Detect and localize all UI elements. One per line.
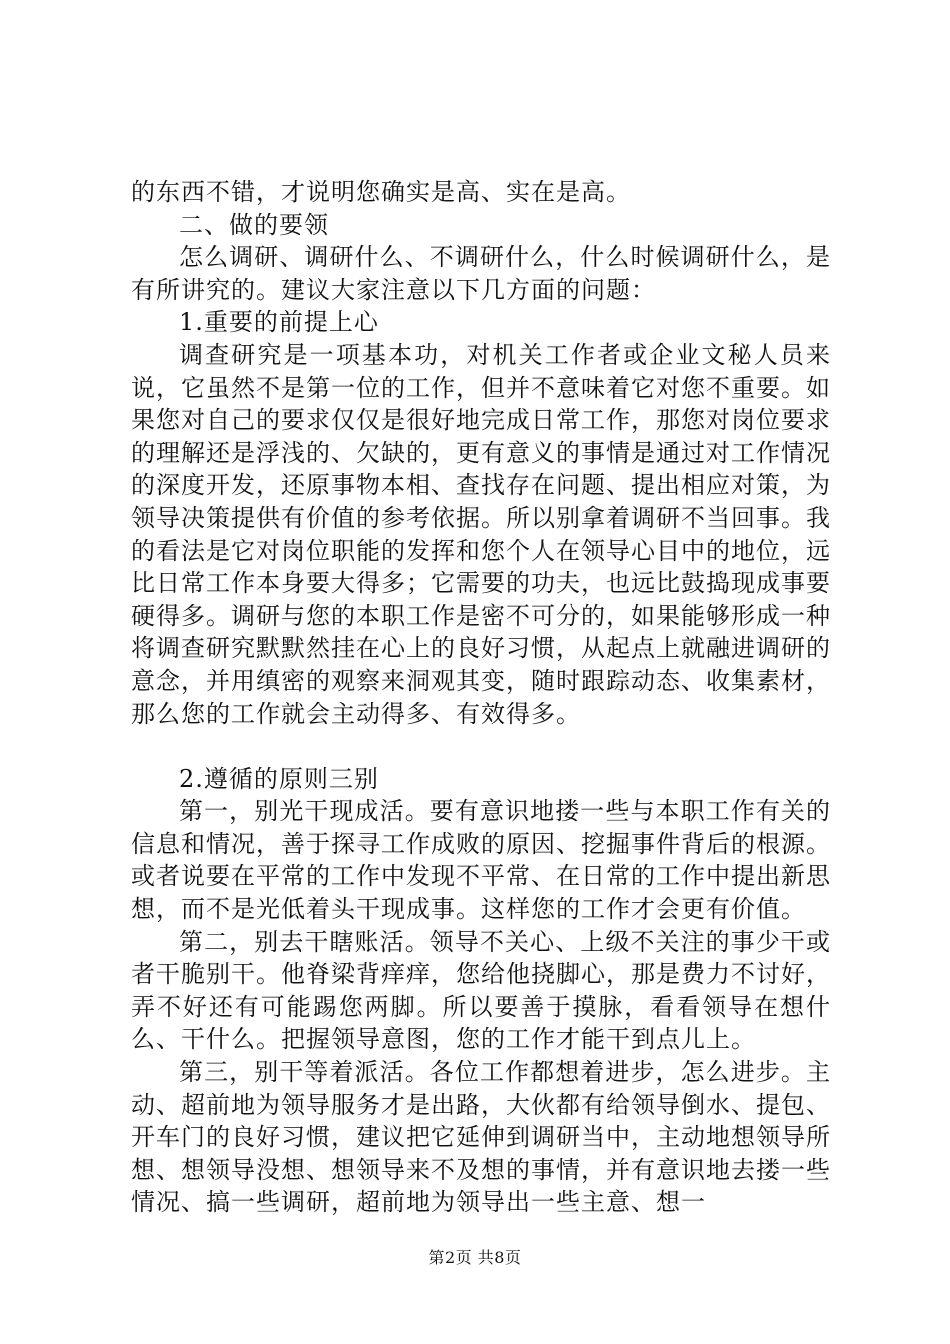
paragraph-first-rule: 第一，别光干现成活。要有意识地搂一些与本职工作有关的信息和情况，善于探寻工作成败的原因、挖掘事件背后的根源。或者说要在平常的工作中发现不平常、在日常的工作中提出新思想，而不是光低着头干现成事。这样您的工作才会更有价值。 <box>131 797 831 924</box>
document-body <box>131 176 831 1219</box>
subheading-2: 2.遵循的原则三别 <box>179 764 379 793</box>
paragraph-third-rule: 第三，别干等着派活。各位工作都想着进步，怎么进步。主动、超前地为领导服务才是出路，大伙都有给领导倒水、提包、开车门的良好习惯，建议把它延伸到调研当中，主动地想领导所想、想领导没想、想领导来不及想的事情，并有意识地去搂一些情况、搞一些调研，超前地为领导出一些主意、想一 <box>131 1058 831 1217</box>
page-number-footer: 第2页 共8页 <box>428 1248 522 1267</box>
paragraph-continuation: 的东西不错，才说明您确实是高、实在是高。 <box>131 178 631 206</box>
paragraph-second-rule: 第二，别去干瞎账活。领导不关心、上级不关注的事少干或者干脆别干。他脊梁背痒痒，您给他挠脚心，那是费力不讨好，弄不好还有可能踢您两脚。所以要善于摸脉，看看领导在想什么、干什么。把握领导意图，您的工作才能干到点儿上。 <box>131 927 831 1054</box>
blank-line <box>131 730 831 763</box>
paragraph-premise: 调查研究是一项基本功，对机关工作者或企业文秘人员来说，它虽然不是第一位的工作，但并不意味着它对您不重要。如果您对自己的要求仅仅是很好地完成日常工作，那您对岗位要求的理解还是浮浅的、欠缺的，更有意义的事情是通过对工作情况的深度开发，还原事物本相、查找存在问题、提出相应对策，为领导决策提供有价值的参考依据。所以别拿着调研不当回事。我的看法是它对岗位职能的发挥和您个人在领导心目中的地位，远比日常工作本身要大得多；它需要的功夫，也远比鼓捣现成事要硬得多。调研与您的本职工作是密不可分的，如果能够形成一种将调查研究默默然挂在心上的良好习惯，从起点上就融进调研的意念，并用缜密的观察来洞观其变，随时跟踪动态、收集素材，那么您的工作就会主动得多、有效得多。 <box>131 340 831 728</box>
section-heading-2: 二、做的要领 <box>179 210 329 239</box>
paragraph-intro: 怎么调研、调研什么、不调研什么，什么时候调研什么，是有所讲究的。建议大家注意以下几方面的问题： <box>131 243 831 304</box>
subheading-1: 1.重要的前提上心 <box>179 308 379 337</box>
